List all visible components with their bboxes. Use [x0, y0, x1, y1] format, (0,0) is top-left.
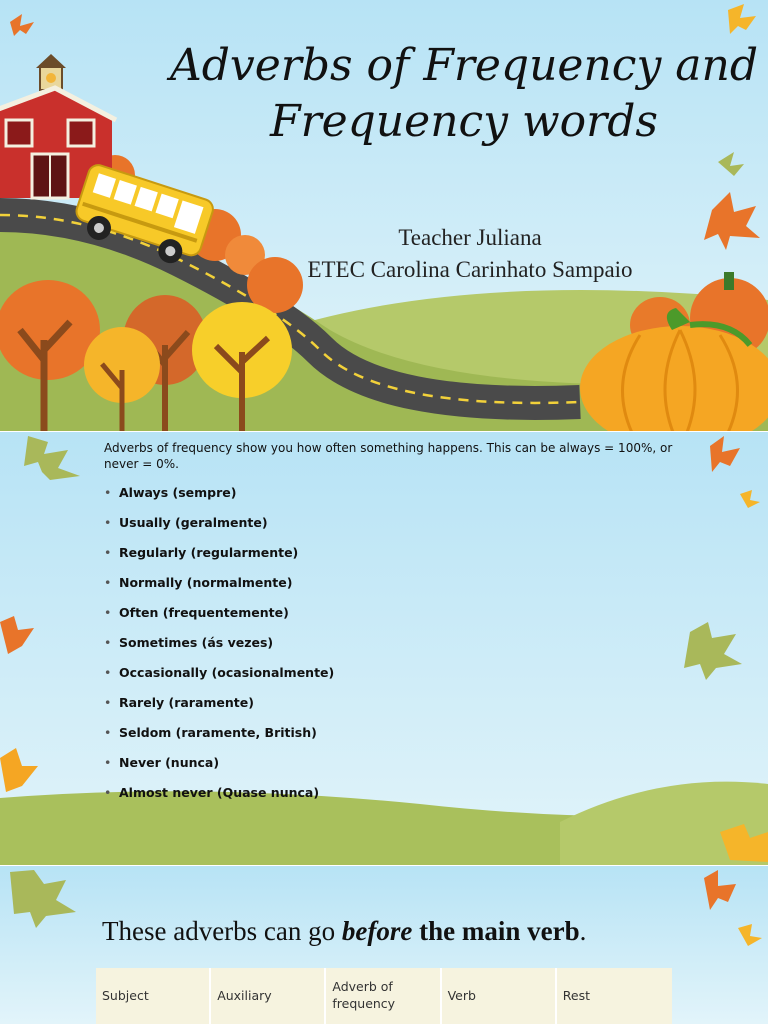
table-header-cell: Verb: [442, 968, 557, 1024]
placement-slide: [0, 866, 768, 1024]
leaf-icon: [718, 152, 744, 176]
list-item: • Often (frequentemente): [102, 604, 334, 634]
leaf-icon: [704, 870, 736, 910]
leaf-icon: [738, 924, 762, 946]
intro-paragraph: Adverbs of frequency show you how often something happens. This can be always = 100%, or never = 0%.: [104, 441, 673, 471]
leaf-icon: [10, 14, 34, 36]
list-item: • Almost never (Quase nunca): [102, 784, 334, 814]
list-item: • Rarely (raramente): [102, 694, 334, 724]
leaf-icon: [704, 192, 760, 250]
leaf-icon: [24, 436, 80, 480]
slide-subtitle: Teacher Juliana ETEC Carolina Carinhato Sampaio: [307, 225, 633, 282]
table-header-cell: Adverb of frequency: [326, 968, 441, 1024]
adverbs-list-slide: [0, 432, 768, 866]
leaf-icon: [740, 490, 760, 508]
list-item: • Usually (geralmente): [102, 514, 334, 544]
table-header-cell: Rest: [562, 987, 590, 1003]
slide-heading: These adverbs can go before the main verb.: [102, 916, 587, 946]
sentence-structure-table-header: [96, 968, 672, 1024]
list-item: • Regularly (regularmente): [102, 544, 334, 574]
list-item: • Sometimes (ás vezes): [102, 634, 334, 664]
adverbs-list: [102, 484, 334, 814]
leaf-icon: [728, 4, 756, 34]
title-slide: [0, 0, 768, 432]
leaf-icon: [0, 748, 38, 792]
list-item: • Never (nunca): [102, 754, 334, 784]
list-item: • Seldom (raramente, British): [102, 724, 334, 754]
list-item: • Always (sempre): [102, 484, 334, 514]
table-header-cell: Subject: [96, 968, 211, 1024]
list-item: • Normally (normalmente): [102, 574, 334, 604]
leaf-icon: [684, 622, 742, 680]
leaf-icon: [0, 616, 34, 654]
slide-title: Adverbs of Frequency and Frequency words: [169, 40, 759, 147]
table-header-cell: Auxiliary: [211, 968, 326, 1024]
leaf-icon: [10, 870, 76, 928]
leaf-icon: [710, 436, 740, 472]
list-item: • Occasionally (ocasionalmente): [102, 664, 334, 694]
